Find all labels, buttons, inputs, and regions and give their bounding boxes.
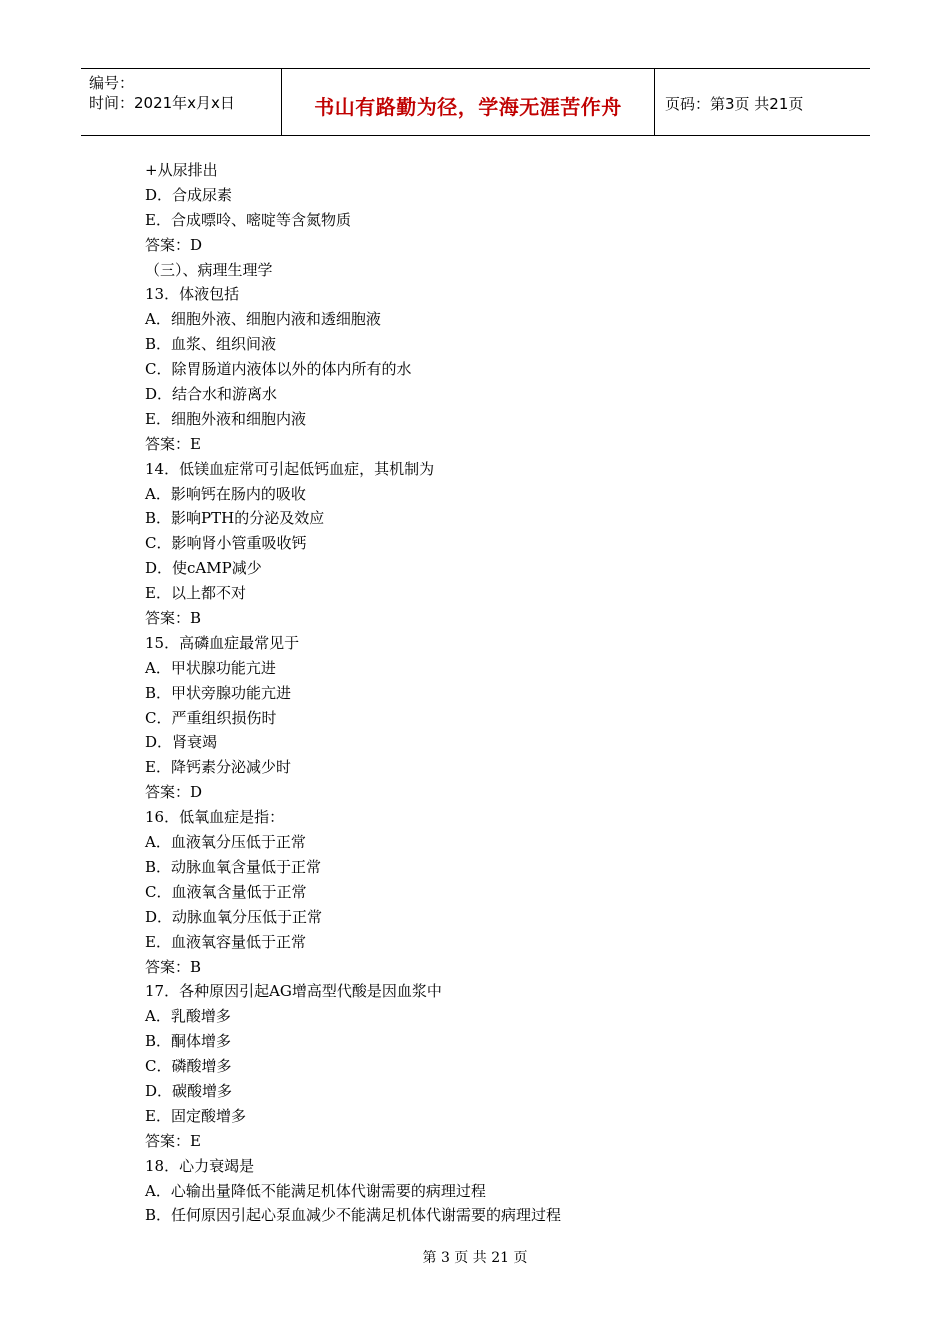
document-body [145,158,845,1228]
page-header [81,68,870,136]
text-line: 17．各种原因引起AG增高型代酸是因血浆中 [145,982,442,1001]
text-line: B．影响PTH的分泌及效应 [145,509,325,528]
text-line: 答案：B [145,609,202,628]
text-line: B．酮体增多 [145,1032,232,1051]
text-line: 答案：E [145,434,201,453]
page-footer: 第 3 页 共 21 页 [422,1250,528,1266]
text-line: 答案：D [145,235,203,254]
text-line: A．甲状腺功能亢进 [145,658,276,677]
text-line: D．肾衰竭 [145,733,218,752]
date-line: 时间：2021年x月x日 [89,94,235,112]
text-line: D．合成尿素 [145,185,233,204]
header-motto: 书山有路勤为径，学海无涯苦作舟 [314,95,622,119]
header-meta [89,73,235,113]
text-line: C．除胃肠道内液体以外的体内所有的水 [145,360,412,379]
text-line: 答案：D [145,783,203,802]
text-line: D．碳酸增多 [145,1081,233,1100]
header-divider-right [654,69,655,135]
text-line: 答案：B [145,957,202,976]
text-line: B．任何原因引起心泵血减少不能满足机体代谢需要的病理过程 [145,1206,562,1225]
text-line: 16．低氧血症是指： [145,808,285,827]
number-label: 编号： [89,74,135,92]
text-line: E．合成嘌呤、嘧啶等含氮物质 [145,210,351,229]
text-line: C．血液氧含量低于正常 [145,882,307,901]
text-line: B．甲状旁腺功能亢进 [145,683,292,702]
text-line: E．固定酸增多 [145,1106,246,1125]
text-line: A．细胞外液、细胞内液和透细胞液 [145,310,381,329]
text-line: B．血浆、组织间液 [145,335,277,354]
text-line: E．血液氧容量低于正常 [145,932,306,951]
text-line: 答案：E [145,1131,201,1150]
text-line: A．心输出量降低不能满足机体代谢需要的病理过程 [145,1181,486,1200]
text-line: 13．体液包括 [145,285,240,304]
text-line: A．血液氧分压低于正常 [145,833,306,852]
text-line: 15．高磷血症最常见于 [145,633,300,652]
text-line: B．动脉血氧含量低于正常 [145,857,322,876]
text-line: 18．心力衰竭是 [145,1156,255,1175]
text-line: +从尿排出 [145,161,218,179]
text-line: A．影响钙在肠内的吸收 [145,484,306,503]
text-line: D．动脉血氧分压低于正常 [145,907,323,926]
text-line: A．乳酸增多 [145,1007,231,1026]
text-line: C．严重组织损伤时 [145,708,277,727]
text-line: 14．低镁血症常可引起低钙血症，其机制为 [145,459,435,478]
text-line: E．细胞外液和细胞内液 [145,409,306,428]
text-line: D．结合水和游离水 [145,385,278,404]
text-line: E．以上都不对 [145,584,246,603]
text-line: E．降钙素分泌减少时 [145,758,291,777]
header-page-info: 页码：第3页 共21页 [665,95,804,113]
text-line: C．影响肾小管重吸收钙 [145,534,307,553]
text-line: D．使cAMP减少 [145,559,262,578]
text-line: C．磷酸增多 [145,1057,232,1076]
text-line: （三）、病理生理学 [145,260,273,279]
